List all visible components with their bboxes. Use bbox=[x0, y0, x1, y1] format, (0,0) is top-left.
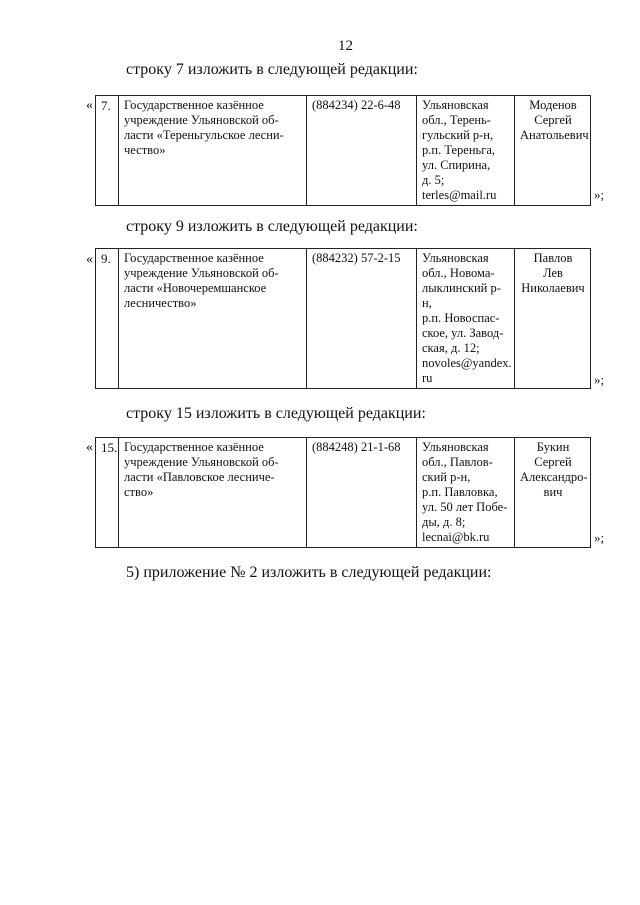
row-number: 9. bbox=[96, 249, 119, 389]
phone-number: (884234) 22-6-48 bbox=[307, 96, 417, 206]
row-number: 7. bbox=[96, 96, 119, 206]
instruction-row-15: строку 15 изложить в следующей редакции: bbox=[126, 405, 426, 422]
phone-number: (884248) 21-1-68 bbox=[307, 438, 417, 548]
opening-quote: « bbox=[86, 252, 93, 267]
table-row bbox=[96, 249, 591, 389]
head-name: Павлов Лев Николаевич bbox=[515, 249, 591, 389]
address: Ульяновская обл., Терень- гульский р-н, р.п. Тереньга, ул. Спирина, д. 5; terles@mail.ru bbox=[417, 96, 515, 206]
table-row bbox=[96, 96, 591, 206]
closing-quote: »; bbox=[594, 187, 605, 202]
row-number: 15. bbox=[96, 438, 119, 548]
institution-name: Государственное казённое учреждение Ульяновской об- ласти «Тереньгульское лесни- чество» bbox=[119, 96, 307, 206]
opening-quote: « bbox=[86, 440, 93, 455]
instruction-row-9: строку 9 изложить в следующей редакции: bbox=[126, 218, 418, 235]
page-number: 12 bbox=[338, 38, 353, 54]
appendix-instruction: 5) приложение № 2 изложить в следующей редакции: bbox=[126, 564, 492, 581]
institution-name: Государственное казённое учреждение Ульяновской об- ласти «Павловское лесниче- ство» bbox=[119, 438, 307, 548]
forestry-entry-table bbox=[95, 95, 591, 206]
forestry-entry-table bbox=[95, 248, 591, 389]
instruction-row-7: строку 7 изложить в следующей редакции: bbox=[126, 61, 418, 78]
closing-quote: »; bbox=[594, 530, 605, 545]
address: Ульяновская обл., Новома- лыклинский р-н, р.п. Новоспас- ское, ул. Завод- ская, д. 12; novoles@yandex. ru bbox=[417, 249, 515, 389]
address: Ульяновская обл., Павлов- ский р-н, р.п. Павловка, ул. 50 лет Побе- ды, д. 8; lecnai@bk.ru bbox=[417, 438, 515, 548]
forestry-entry-table bbox=[95, 437, 591, 548]
institution-name: Государственное казённое учреждение Ульяновской об- ласти «Новочеремшанское лесничество» bbox=[119, 249, 307, 389]
table-row bbox=[96, 438, 591, 548]
phone-number: (884232) 57-2-15 bbox=[307, 249, 417, 389]
opening-quote: « bbox=[86, 98, 93, 113]
head-name: Букин Сергей Александро- вич bbox=[515, 438, 591, 548]
closing-quote: »; bbox=[594, 372, 605, 387]
head-name: Моденов Сергей Анатольевич bbox=[515, 96, 591, 206]
